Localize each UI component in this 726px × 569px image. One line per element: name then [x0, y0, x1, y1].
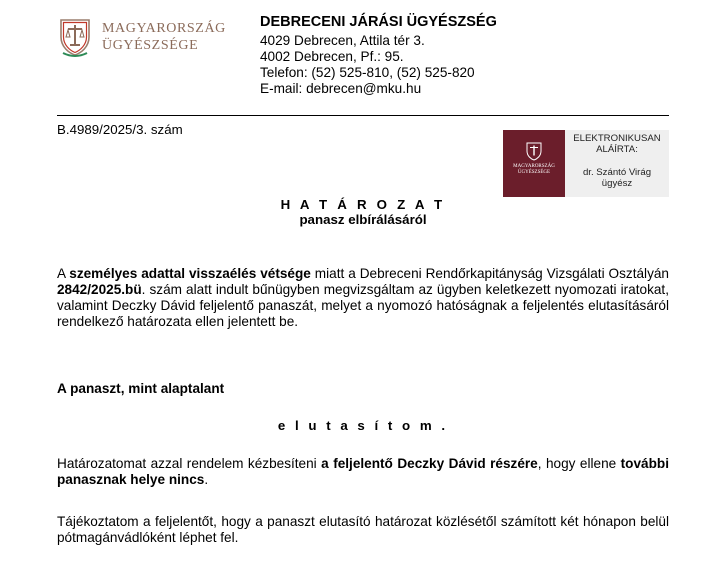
p1-text-a: A — [57, 266, 70, 281]
decision-word: e l u t a s í t o m . — [277, 418, 449, 433]
coat-of-arms-icon — [57, 17, 93, 57]
document-title: H A T Á R O Z A T — [280, 197, 446, 212]
email-line: E-mail: debrecen@mku.hu — [260, 81, 422, 96]
signature-logo-line-2: ÜGYÉSZSÉGE — [517, 170, 551, 175]
signature-logo-line-1: MAGYARORSZÁG — [513, 164, 555, 169]
logo-line-2: ÜGYÉSZSÉGE — [102, 38, 199, 53]
p1-text-d: . szám alatt indult bűnügyben megvizsgáltam az ügyben keletkezett nyomozati iratokat, valamint Deczky Dávid feljelentő panaszát, melyet a nyomozó hatóságnak a feljelentés elutasításáról rendelkező határozata ellen jelentett be. — [57, 282, 669, 329]
signature-line-1: ELEKTRONIKUSAN — [573, 133, 661, 144]
header-divider — [57, 115, 669, 116]
p3-text-d: . — [204, 472, 209, 487]
phone-line: Telefon: (52) 525-810, (52) 525-820 — [260, 65, 475, 80]
p3-recipient: a feljelentő Deczky Dávid részére — [321, 456, 538, 471]
p1-offence: személyes adattal visszaélés vétsége — [69, 266, 311, 281]
p1-text-c: miatt a Debreceni Rendőrkapitányság Vizsgálati Osztályán — [310, 266, 669, 281]
signature-logo — [503, 130, 565, 197]
paragraph-complaint-statement: A panaszt, mint alaptalant — [57, 381, 225, 396]
p1-case-number: 2842/2025.bü — [57, 282, 142, 297]
reference-number: B.4989/2025/3. szám — [57, 122, 183, 137]
paragraph-delivery — [57, 456, 669, 488]
office-address-block — [260, 14, 497, 97]
paragraph-information: Tájékoztatom a feljelentőt, hogy a panaszt elutasító határozat közlésétől számított két hónapon belül pótmagánvádlóként léphet fel. — [57, 514, 669, 545]
coat-of-arms-icon — [526, 142, 542, 161]
address-line-2: 4002 Debrecen, Pf.: 95. — [260, 49, 404, 64]
signer-role: ügyész — [601, 178, 633, 189]
address-line-1: 4029 Debrecen, Attila tér 3. — [260, 33, 425, 48]
document-subtitle: panasz elbírálásáról — [299, 212, 427, 227]
signer-name: dr. Szántó Virág — [582, 167, 652, 178]
paragraph-case-intro — [57, 266, 669, 330]
electronic-signature-stamp — [503, 130, 669, 197]
office-name: DEBRECENI JÁRÁSI ÜGYÉSZSÉG — [260, 14, 497, 30]
signature-line-2: ALÁÍRTA: — [596, 144, 638, 155]
p3-no-appeal: további panasznak helye nincs — [57, 456, 669, 487]
p3-text-a: Határozatomat azzal rendelem kézbesíteni — [57, 456, 322, 471]
prosecution-logo — [57, 17, 227, 61]
p3-text-c: , hogy ellene — [537, 456, 621, 471]
logo-line-1: MAGYARORSZÁG — [102, 21, 226, 36]
